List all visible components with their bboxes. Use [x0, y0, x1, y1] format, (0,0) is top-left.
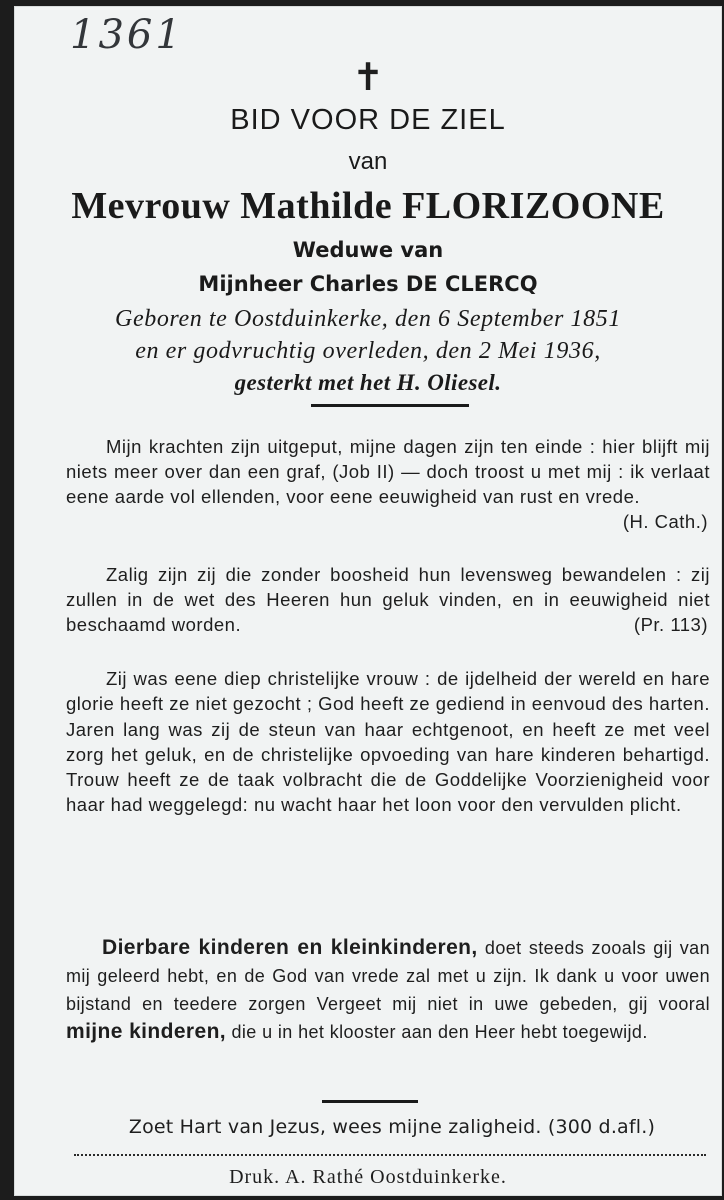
birth-line: Geboren te Oostduinkerke, den 6 September 1851 — [115, 306, 621, 332]
cross-icon: ✝ — [352, 55, 384, 99]
memorial-card — [14, 6, 722, 1196]
paragraph-3-text: Zij was eene diep christelijke vrouw : de ijdelheid der wereld en hare glorie heeft ze niet gezocht ; God heeft ze gediend in eenvoud des harten. Jaren lang was zij de steun van haar echtgenoot, en heeft ze met veel zorg het geluk, en de christelijke opvoeding van hare kinderen behartigd. Trouw heeft ze de taak volbracht die de Goddelijke Voorzienigheid voor haar had weggelegd: nu wacht haar het loon voor den vervulden plicht. — [66, 668, 710, 816]
paragraph-4-address: Dierbare kinderen en kleinkinderen, — [102, 936, 478, 959]
paragraph-1-citation: (H. Cath.) — [622, 511, 708, 532]
heading-bid: BID VOOR DE ZIEL — [230, 104, 506, 136]
death-line: en er godvruchtig overleden, den 2 Mei 1936, — [135, 338, 601, 364]
deceased-name: Mevrouw Mathilde FLORIZOONE — [71, 185, 665, 227]
paragraph-3 — [66, 666, 710, 818]
paragraph-2-text: Zalig zijn zij die zonder boosheid hun levensweg bewandelen : zij zullen in de wet des Heeren hun geluk vinden, en in eeuwigheid niet beschaamd worden. — [66, 564, 710, 635]
paragraph-4-text-b: die u in het klooster aan den Heer hebt toegewijd. — [231, 1022, 648, 1042]
sacrament-line: gesterkt met het H. Oliesel. — [234, 370, 502, 395]
paragraph-1 — [66, 434, 710, 534]
paragraph-4-emphasis: mijne kinderen, — [66, 1020, 227, 1043]
divider-rule — [311, 404, 469, 407]
paragraph-4-text-a: doet steeds zooals gij van mij geleerd hebt, en de God van vrede zal met u zijn. Ik dank u voor uwen bijstand en teedere zorgen Vergeet mij niet in uwe gebeden, gij vooral — [66, 938, 710, 1014]
dotted-divider — [74, 1154, 706, 1156]
paragraph-1-text: Mijn krachten zijn uitgeput, mijne dagen zijn ten einde : hier blijft mij niets meer over dan een graf, (Job II) — doch troost u met mij : ik verlaat eene aarde vol ellenden, voor eene eeuwigheid van rust en vrede. — [66, 436, 710, 507]
paragraph-4 — [66, 934, 710, 1046]
divider-rule-2 — [322, 1100, 418, 1103]
prayer-line: Zoet Hart van Jezus, wees mijne zaligheid. (300 d.afl.) — [128, 1116, 656, 1138]
handwritten-archive-number: 1361 — [70, 12, 184, 58]
paragraph-2-citation: (Pr. 113) — [633, 614, 708, 635]
widow-of-label: Weduwe van — [292, 238, 444, 262]
heading-van: van — [348, 148, 388, 175]
printer-credit: Druk. A. Rathé Oostduinkerke. — [229, 1166, 507, 1188]
husband-name: Mijnheer Charles DE CLERCQ — [198, 272, 538, 296]
paragraph-2 — [66, 562, 710, 637]
